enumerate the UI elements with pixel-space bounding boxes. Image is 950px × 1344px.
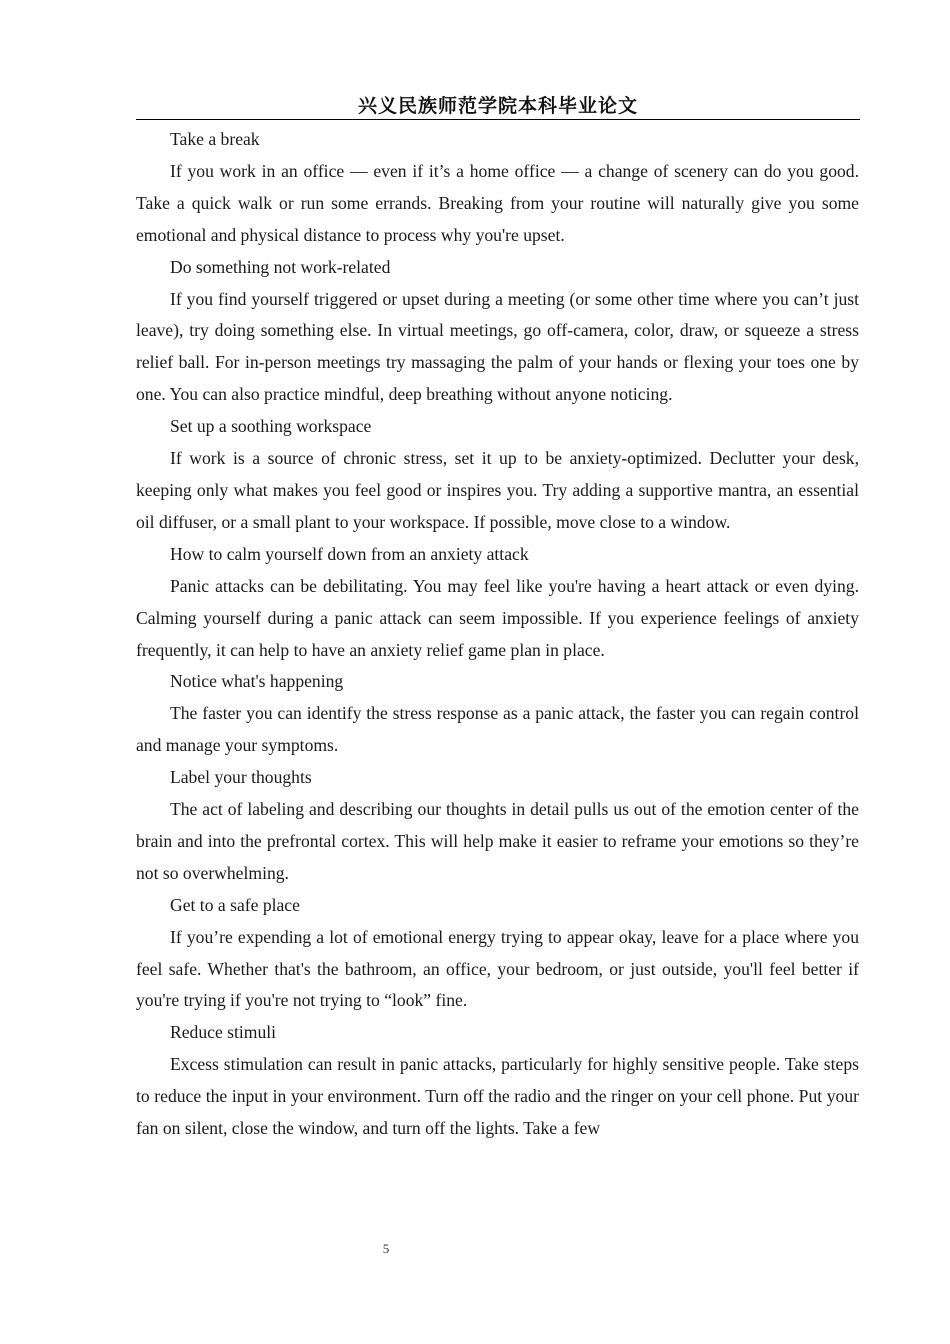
header-divider [136, 119, 860, 120]
body-paragraph: Excess stimulation can result in panic attacks, particularly for highly sensitive people. Take steps to reduce the input in your environment. Turn off the radio and the ringer on your cell phone. Put your fan on silent, close the window, and turn off the lights. Take a few [136, 1054, 859, 1139]
section-heading: Notice what's happening [170, 671, 344, 692]
document-body [136, 124, 859, 1145]
section-heading: Get to a safe place [170, 894, 300, 915]
page-number: 5 [382, 1241, 390, 1256]
section-heading: Label your thoughts [170, 767, 312, 788]
section-heading: How to calm yourself down from an anxiety attack [170, 543, 529, 564]
body-paragraph: The act of labeling and describing our thoughts in detail pulls us out of the emotion center of the brain and into the prefrontal cortex. This will help make it easier to reframe your emotions so they’re not so overwhelming. [136, 799, 859, 883]
body-paragraph: If you work in an office — even if it’s a home office — a change of scenery can do you good. Take a quick walk or run some errands. Breaking from your routine will naturally give you some emotional and physical distance to process why you're upset. [136, 160, 859, 245]
section-heading: Reduce stimuli [170, 1022, 277, 1043]
body-paragraph: If you find yourself triggered or upset during a meeting (or some other time where you can’t just leave), try doing something else. In virtual meetings, go off-camera, color, draw, or squeeze a stress relief ball. For in-person meetings try massaging the palm of your hands or flexing your toes one by one. You can also practice mindful, deep breathing without anyone noticing. [136, 288, 859, 405]
section-heading: Do something not work-related [170, 256, 391, 277]
section-heading: Take a break [170, 129, 260, 149]
body-paragraph: The faster you can identify the stress response as a panic attack, the faster you can regain control and manage your symptoms. [136, 703, 859, 756]
section-heading: Set up a soothing workspace [170, 416, 372, 437]
body-paragraph: If you’re expending a lot of emotional energy trying to appear okay, leave for a place where you feel safe. Whether that's the bathroom, an office, your bedroom, or just outside, you'll feel better if you're trying if you're not trying to “look” fine. [136, 926, 859, 1011]
body-paragraph: Panic attacks can be debilitating. You may feel like you're having a heart attack or even dying. Calming yourself during a panic attack can seem impossible. If you experience feelings of anxiety frequently, it can help to have an anxiety relief game plan in place. [136, 575, 859, 660]
page-header-title: 兴义民族师范学院本科毕业论文 [357, 95, 638, 117]
body-paragraph: If work is a source of chronic stress, set it up to be anxiety-optimized. Declutter your desk, keeping only what makes you feel good or inspires you. Try adding a supportive mantra, an essential oil diffuser, or a small plant to your workspace. If possible, move close to a window. [136, 448, 859, 532]
